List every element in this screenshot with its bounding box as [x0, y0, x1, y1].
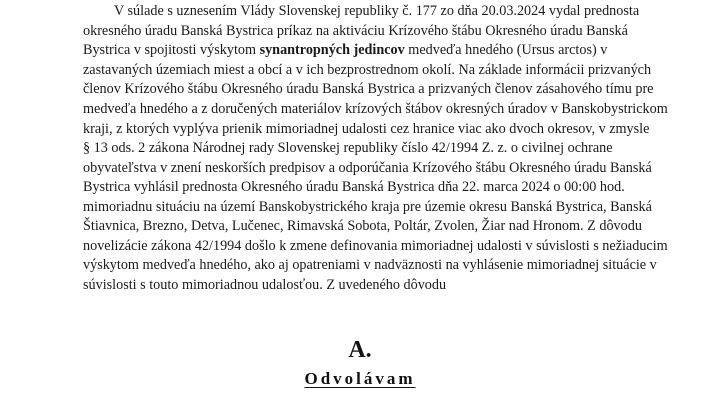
line-text: súvislosti s touto mimoriadnou udalosťou. Z uvedeného dôvodu [83, 277, 447, 293]
line-text: medveďa hnedého (Ursus arctos) v [404, 42, 608, 58]
bold-phrase: synantropných jedincov [259, 42, 405, 58]
section-heading-letter: A. [348, 337, 372, 363]
paragraph-line-1 [114, 2, 639, 20]
line-text: zastavaných územiach miest a obcí a v ich bezprostrednom okolí. Na základe informácii prizvaných [83, 62, 652, 78]
line-text: členov Krízového štábu Okresného úradu Banská Bystrica a prizvaných členov zásahového tímu pre [83, 81, 654, 97]
paragraph-line-3 [83, 41, 607, 59]
paragraph-line-8 [83, 139, 613, 157]
line-text: okresného úradu Banská Bystrica príkaz na aktiváciu Krízového štábu Okresného úradu Banská [83, 23, 628, 39]
line-text: mimoriadnu situáciu na území Banskobystrického kraja pre územie okresu Banská Bystrica, Banská [83, 199, 652, 215]
paragraph-line-12 [83, 217, 642, 235]
paragraph-line-10 [83, 178, 625, 196]
line-text: Štiavnica, Brezno, Detva, Lučenec, Rimavská Sobota, Poltár, Zvolen, Žiar nad Hronom. Z dôvodu [83, 218, 642, 234]
paragraph-line-7 [83, 120, 649, 138]
line-text: V súlade s uznesením Vlády Slovenskej republiky č. 177 zo dňa 20.03.2024 vydal prednosta [114, 3, 640, 19]
paragraph-line-5 [83, 80, 653, 98]
line-text: výskytom medveďa hnedého, ako aj opatreniami v nadväznosti na vyhlásenie mimoriadnej situácie v [83, 257, 657, 273]
paragraph-line-11 [83, 198, 652, 216]
line-text: § 13 ods. 2 zákona Národnej rady Slovenskej republiky číslo 42/1994 Z. z. o civilnej ochrane [83, 140, 613, 156]
line-text: obyvateľstva v znení neskorších predpisov a odporúčania Krízového štábu Okresného úradu Banská [83, 160, 652, 176]
paragraph-line-14 [83, 256, 657, 274]
line-text: kraji, z ktorých vyplýva prienik mimoriadnej udalosti cez hranice viac ako dvoch okresov, v zmysle [83, 121, 650, 137]
line-text: Bystrica v spojitosti výskytom [83, 42, 260, 58]
line-text: Bystrica vyhlásil prednosta Okresného úradu Banská Bystrica dňa 22. marca 2024 o 00:00 hod. [83, 179, 625, 195]
paragraph-line-2 [83, 22, 628, 40]
paragraph-line-6 [83, 100, 668, 118]
section-verb-text: Odvolávam [304, 369, 416, 388]
paragraph-line-9 [83, 159, 652, 177]
line-text: novelizácie zákona 42/1994 došlo k zmene definovania mimoriadnej udalosti v súvislosti s nežiaducim [83, 238, 668, 254]
section-heading-verb [0, 369, 720, 389]
paragraph-line-4 [83, 61, 651, 79]
paragraph-line-15 [83, 276, 446, 294]
line-text: medveďa hnedého a z doručených materiálov krízových štábov okresných úradov v Banskobystrickom [83, 101, 668, 117]
paragraph-line-13 [83, 237, 668, 255]
